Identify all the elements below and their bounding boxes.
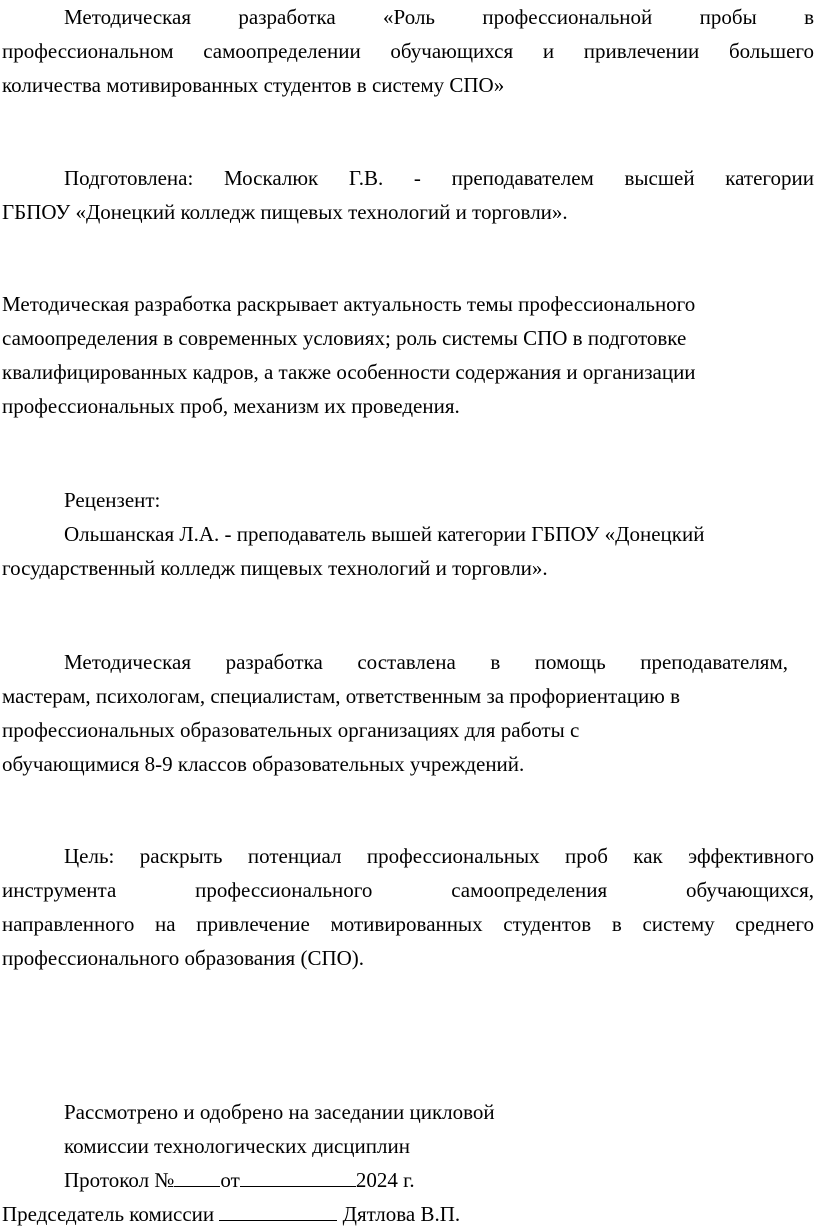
protocol-year: 2024 г. (355, 1168, 415, 1192)
audience-line-2: мастерам, психологам, специалистам, ответственным за профориентацию в (2, 684, 681, 708)
description-line-1: Методическая разработка раскрывает актуальность темы профессионального (2, 292, 696, 316)
description-paragraph (2, 287, 782, 423)
title-line-2: профессиональном самоопределении обучающихся и привлечении большего (2, 39, 814, 63)
goal-paragraph (2, 839, 814, 975)
protocol-label: Протокол № (64, 1168, 175, 1192)
protocol-number-blank[interactable] (174, 1164, 220, 1187)
protocol-line (2, 1163, 814, 1197)
reviewer-line-2: государственный колледж пищевых технологий и торговли». (2, 556, 548, 580)
description-line-3: квалифицированных кадров, а также особенности содержания и организации (2, 360, 696, 384)
protocol-date-blank[interactable] (240, 1164, 356, 1187)
prepared-by-paragraph (2, 161, 814, 229)
chair-signature-blank[interactable] (219, 1198, 337, 1221)
audience-paragraph (2, 645, 788, 781)
reviewer-paragraph (2, 483, 814, 585)
reviewer-line-1: Ольшанская Л.А. - преподаватель вышей категории ГБПОУ «Донецкий (64, 522, 705, 546)
prepared-by-line-1: Подготовлена: Москалюк Г.В. - преподавателем высшей категории (64, 166, 814, 190)
goal-line-4: профессионального образования (СПО). (2, 946, 365, 970)
chair-name: Дятлова В.П. (342, 1202, 461, 1226)
audience-line-4: обучающимися 8-9 классов образовательных учреждений. (2, 752, 525, 776)
reviewer-label: Рецензент: (64, 488, 161, 512)
prepared-by-line-2: ГБПОУ «Донецкий колледж пищевых технологий и торговли». (2, 200, 568, 224)
approval-line-2: комиссии технологических дисциплин (64, 1134, 410, 1158)
goal-line-1: Цель: раскрыть потенциал профессиональных проб как эффективного (64, 844, 814, 868)
title-line-1: Методическая разработка «Роль профессиональной пробы в (64, 5, 814, 29)
chair-label: Председатель комиссии (2, 1202, 215, 1226)
audience-line-1: Методическая разработка составлена в помощь преподавателям, (64, 650, 788, 674)
approval-line-1: Рассмотрено и одобрено на заседании цикловой (64, 1100, 495, 1124)
audience-line-3: профессиональных образовательных организациях для работы с (2, 718, 580, 742)
protocol-from-label: от (220, 1168, 240, 1192)
title-line-3: количества мотивированных студентов в систему СПО» (2, 73, 505, 97)
goal-line-2: инструмента профессионального самоопределения обучающихся, (2, 878, 814, 902)
chair-line (2, 1197, 814, 1231)
goal-line-3: направленного на привлечение мотивированных студентов в систему среднего (2, 912, 814, 936)
description-line-2: самоопределения в современных условиях; роль системы СПО в подготовке (2, 326, 687, 350)
description-line-4: профессиональных проб, механизм их проведения. (2, 394, 460, 418)
approval-block (2, 1095, 814, 1231)
title-paragraph (2, 0, 814, 102)
